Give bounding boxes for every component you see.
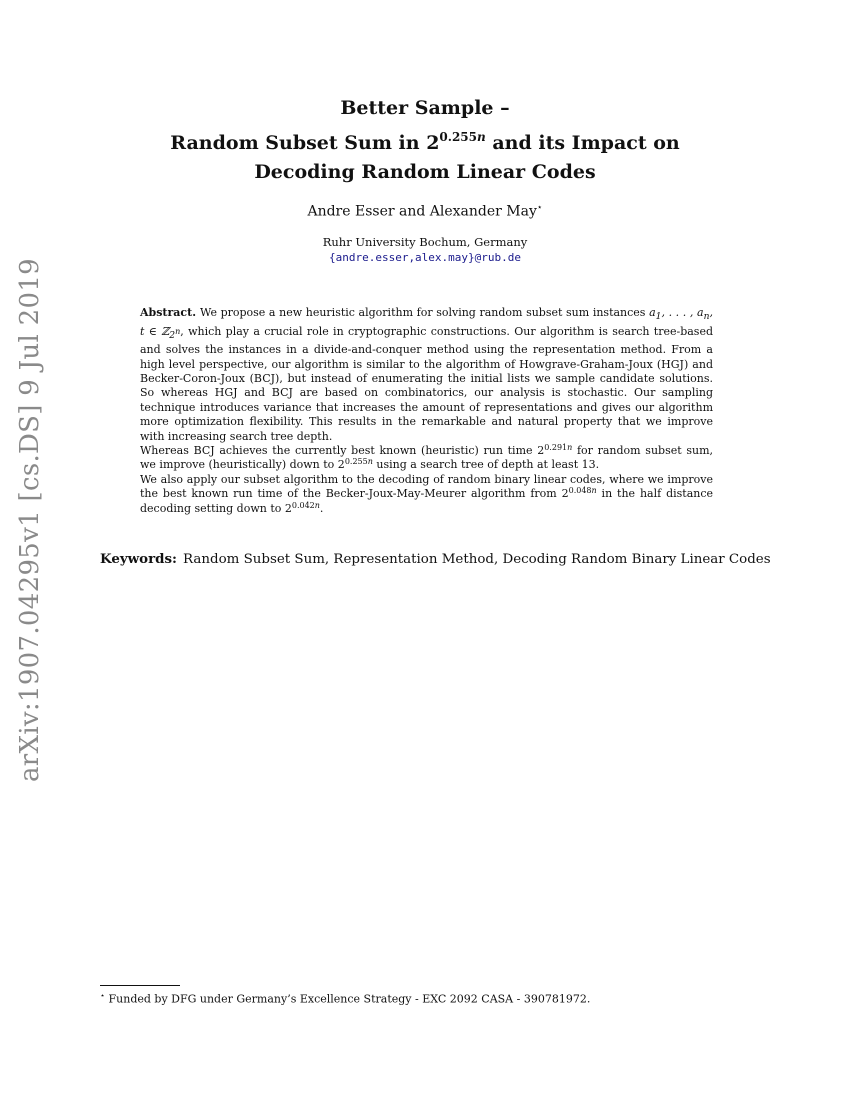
author-list [0, 203, 850, 220]
affiliation-block [0, 234, 850, 266]
author-email[interactable]: {andre.esser,alex.may}@rub.de [328, 251, 522, 264]
title-line-3: Decoding Random Linear Codes [254, 161, 596, 183]
abstract-paragraph-2: Whereas BCJ achieves the currently best known (heuristic) run time $2^{0.291n}$ for random subset sum, we improve (heuristically) down to $2^{0.255n}$ using a search tree of depth at least 13. [140, 443, 713, 472]
author-names: Andre Esser and Alexander May [307, 203, 537, 220]
abstract-paragraph-3: We also apply our subset algorithm to the decoding of random binary linear codes, where we improve the best known run time of the Becker-Joux-May-Meurer algorithm from $2^{0.048n}$ in the half distance decoding setting down to $2^{0.042n}$. [140, 472, 714, 515]
title-line-2: Random Subset Sum in $2^{0.255n}$ and its Impact on [170, 130, 680, 154]
keywords-label: Keywords: [100, 551, 178, 567]
footnote-rule [100, 985, 180, 986]
keywords [100, 551, 771, 567]
paper-title [0, 94, 850, 187]
abstract-paragraph-1: Abstract. We propose a new heuristic algorithm for solving random subset sum instances $a_1$, . . . , $a_n$, t ∈ ℤ$_{2^n}$, which play a crucial role in cryptographic constructions. Our algorithm is search tree-based and solves the instances in a divide-and-conquer method using the representation method. From a high level perspective, our algorithm is similar to the algorithm of Howgrave-Graham-Joux (HGJ) and Becker-Coron-Joux (BCJ), but instead of enumerating the initial lists we sample candidate solutions. So whereas HGJ and BCJ are based on combinatorics, our analysis is stochastic. Our sampling technique introduces variance that increases the amount of representations and gives our algorithm more optimization flexibility. This results in the remarkable and natural property that we improve with increasing search tree depth. [140, 306, 713, 443]
arxiv-sidebar-stamp [8, 257, 52, 783]
institution: Ruhr University Bochum, Germany [322, 235, 528, 249]
title-line-1: Better Sample – [340, 97, 510, 119]
abstract-label: Abstract. [140, 306, 197, 319]
abstract [140, 306, 713, 516]
footnote [100, 991, 750, 1006]
author-footnote-mark: ⋆ [536, 203, 543, 213]
arxiv-identifier: arXiv:1907.04295v1 [cs.DS] 9 Jul 2019 [15, 257, 45, 783]
footnote-text: Funded by DFG under Germany’s Excellence Strategy - EXC 2092 CASA - 390781972. [105, 992, 591, 1006]
footnote-mark: ⋆ [100, 991, 106, 1000]
keywords-text: Random Subset Sum, Representation Method, Decoding Random Binary Linear Codes [183, 552, 771, 567]
